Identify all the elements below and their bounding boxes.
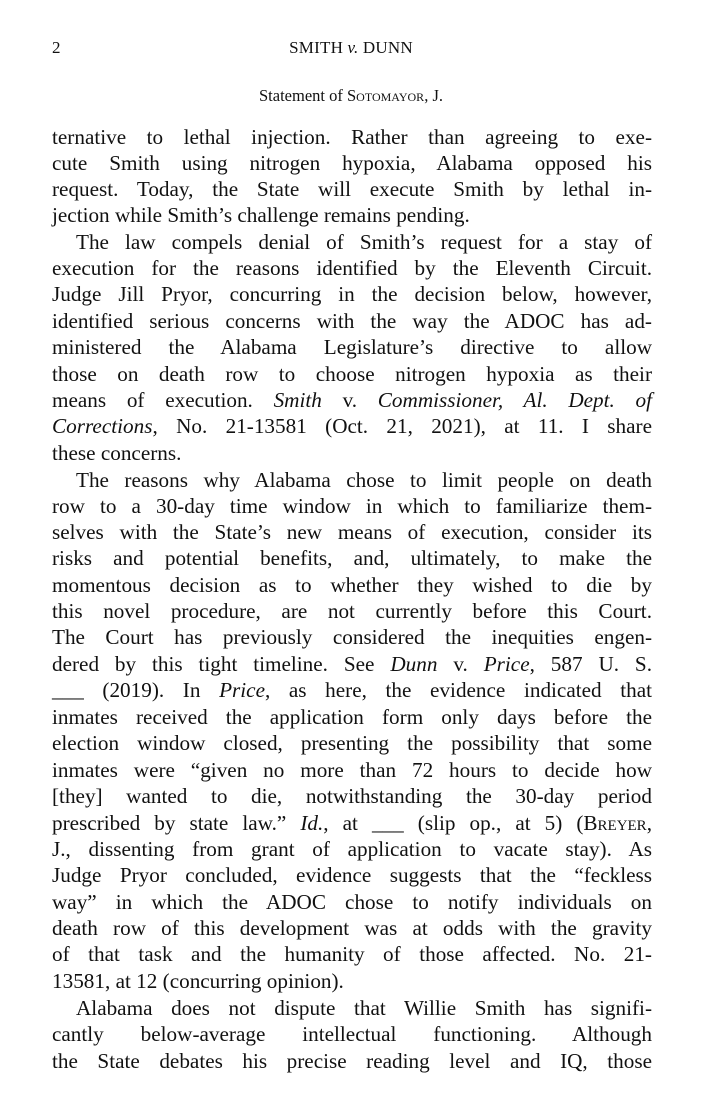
text-line: those on death row to choose nitrogen hypoxia as their: [52, 362, 652, 386]
text-run: , 587 U. S.: [529, 652, 653, 676]
text-line: jection while Smith’s challenge remains pending.: [52, 203, 470, 227]
citation-id: Id.: [300, 811, 324, 835]
case-name: Price: [219, 678, 265, 702]
text-line: execution for the reasons identified by the Eleventh Circuit.: [52, 256, 652, 280]
statement-prefix: Statement of: [259, 86, 347, 105]
running-head-left: SMITH: [289, 38, 344, 57]
text-run: v.: [342, 388, 358, 412]
text-line: selves with the State’s new means of execution, consider its: [52, 520, 652, 544]
text-line: Judge Jill Pryor, concurring in the decision below, however,: [52, 282, 652, 306]
text-line: The Court has previously considered the inequities engen-: [52, 625, 652, 649]
text-run: ___ (2019). In: [52, 678, 201, 702]
text-line: inmates were “given no more than 72 hours to decide how: [52, 758, 652, 782]
text-run: prescribed by state law.”: [52, 811, 287, 835]
text-line: [52, 413, 652, 439]
statement-suffix: , J.: [424, 86, 443, 105]
case-name: Price: [483, 652, 530, 676]
text-line: [they] wanted to die, notwithstanding the 30-day period: [52, 784, 652, 808]
text-run: , as here, the evidence indicated that: [264, 678, 653, 702]
text-line: cute Smith using nitrogen hypoxia, Alabama opposed his: [52, 151, 652, 175]
text-line: election window closed, presenting the possibility that some: [52, 731, 652, 755]
text-line: The law compels denial of Smith’s request for a stay of: [76, 230, 652, 254]
text-line: inmates received the application form only days before the: [52, 705, 652, 729]
justice-name: Breyer: [583, 811, 647, 835]
case-name: Corrections: [52, 414, 153, 438]
text-line: the State debates his precise reading level and IQ, those: [52, 1049, 652, 1073]
text-line: [52, 651, 652, 677]
text-line: death row of this development was at odds with the gravity: [52, 916, 652, 940]
case-name: Smith: [273, 388, 322, 412]
text-line: [52, 810, 652, 836]
text-line: 13581, at 12 (concurring opinion).: [52, 969, 344, 993]
running-head-v: v.: [347, 38, 359, 57]
text-run: v.: [453, 652, 468, 676]
text-run: dered by this tight timeline. See: [52, 652, 375, 676]
text-run: means of execution.: [52, 388, 253, 412]
text-line: these concerns.: [52, 441, 182, 465]
case-name: Commissioner, Al. Dept. of: [377, 388, 653, 412]
text-line: ternative to lethal injection. Rather than agreeing to exe-: [52, 125, 652, 149]
text-line: momentous decision as to whether they wished to die by: [52, 573, 652, 597]
statement-heading: [0, 86, 702, 106]
text-run: ,: [646, 811, 652, 835]
text-line: J., dissenting from grant of application to vacate stay). As: [52, 837, 652, 861]
text-line: The reasons why Alabama chose to limit people on death: [76, 468, 652, 492]
text-run: , at ___ (slip op., at 5) (: [323, 811, 584, 835]
text-line: of that task and the humanity of those affected. No. 21-: [52, 942, 652, 966]
page-number: 2: [52, 38, 61, 57]
text-line: row to a 30-day time window in which to familiarize them-: [52, 494, 652, 518]
text-line: identified serious concerns with the way the ADOC has ad-: [52, 309, 652, 333]
text-line: [52, 677, 652, 703]
text-line: [52, 387, 652, 413]
text-line: Alabama does not dispute that Willie Smith has signifi-: [76, 996, 652, 1020]
text-line: cantly below-average intellectual functioning. Although: [52, 1022, 652, 1046]
text-line: way” in which the ADOC chose to notify individuals on: [52, 890, 652, 914]
text-line: ministered the Alabama Legislature’s directive to allow: [52, 335, 652, 359]
running-head-right: DUNN: [362, 38, 413, 57]
statement-justice: Sotomayor: [346, 86, 425, 105]
text-line: risks and potential benefits, and, ultimately, to make the: [52, 546, 652, 570]
case-name: Dunn: [390, 652, 438, 676]
running-head: [0, 38, 702, 58]
text-line: Judge Pryor concluded, evidence suggests that the “feckless: [52, 863, 652, 887]
text-run: , No. 21-13581 (Oct. 21, 2021), at 11. I share: [152, 414, 652, 438]
text-line: this novel procedure, are not currently before this Court.: [52, 599, 652, 623]
text-line: request. Today, the State will execute Smith by lethal in-: [52, 177, 652, 201]
